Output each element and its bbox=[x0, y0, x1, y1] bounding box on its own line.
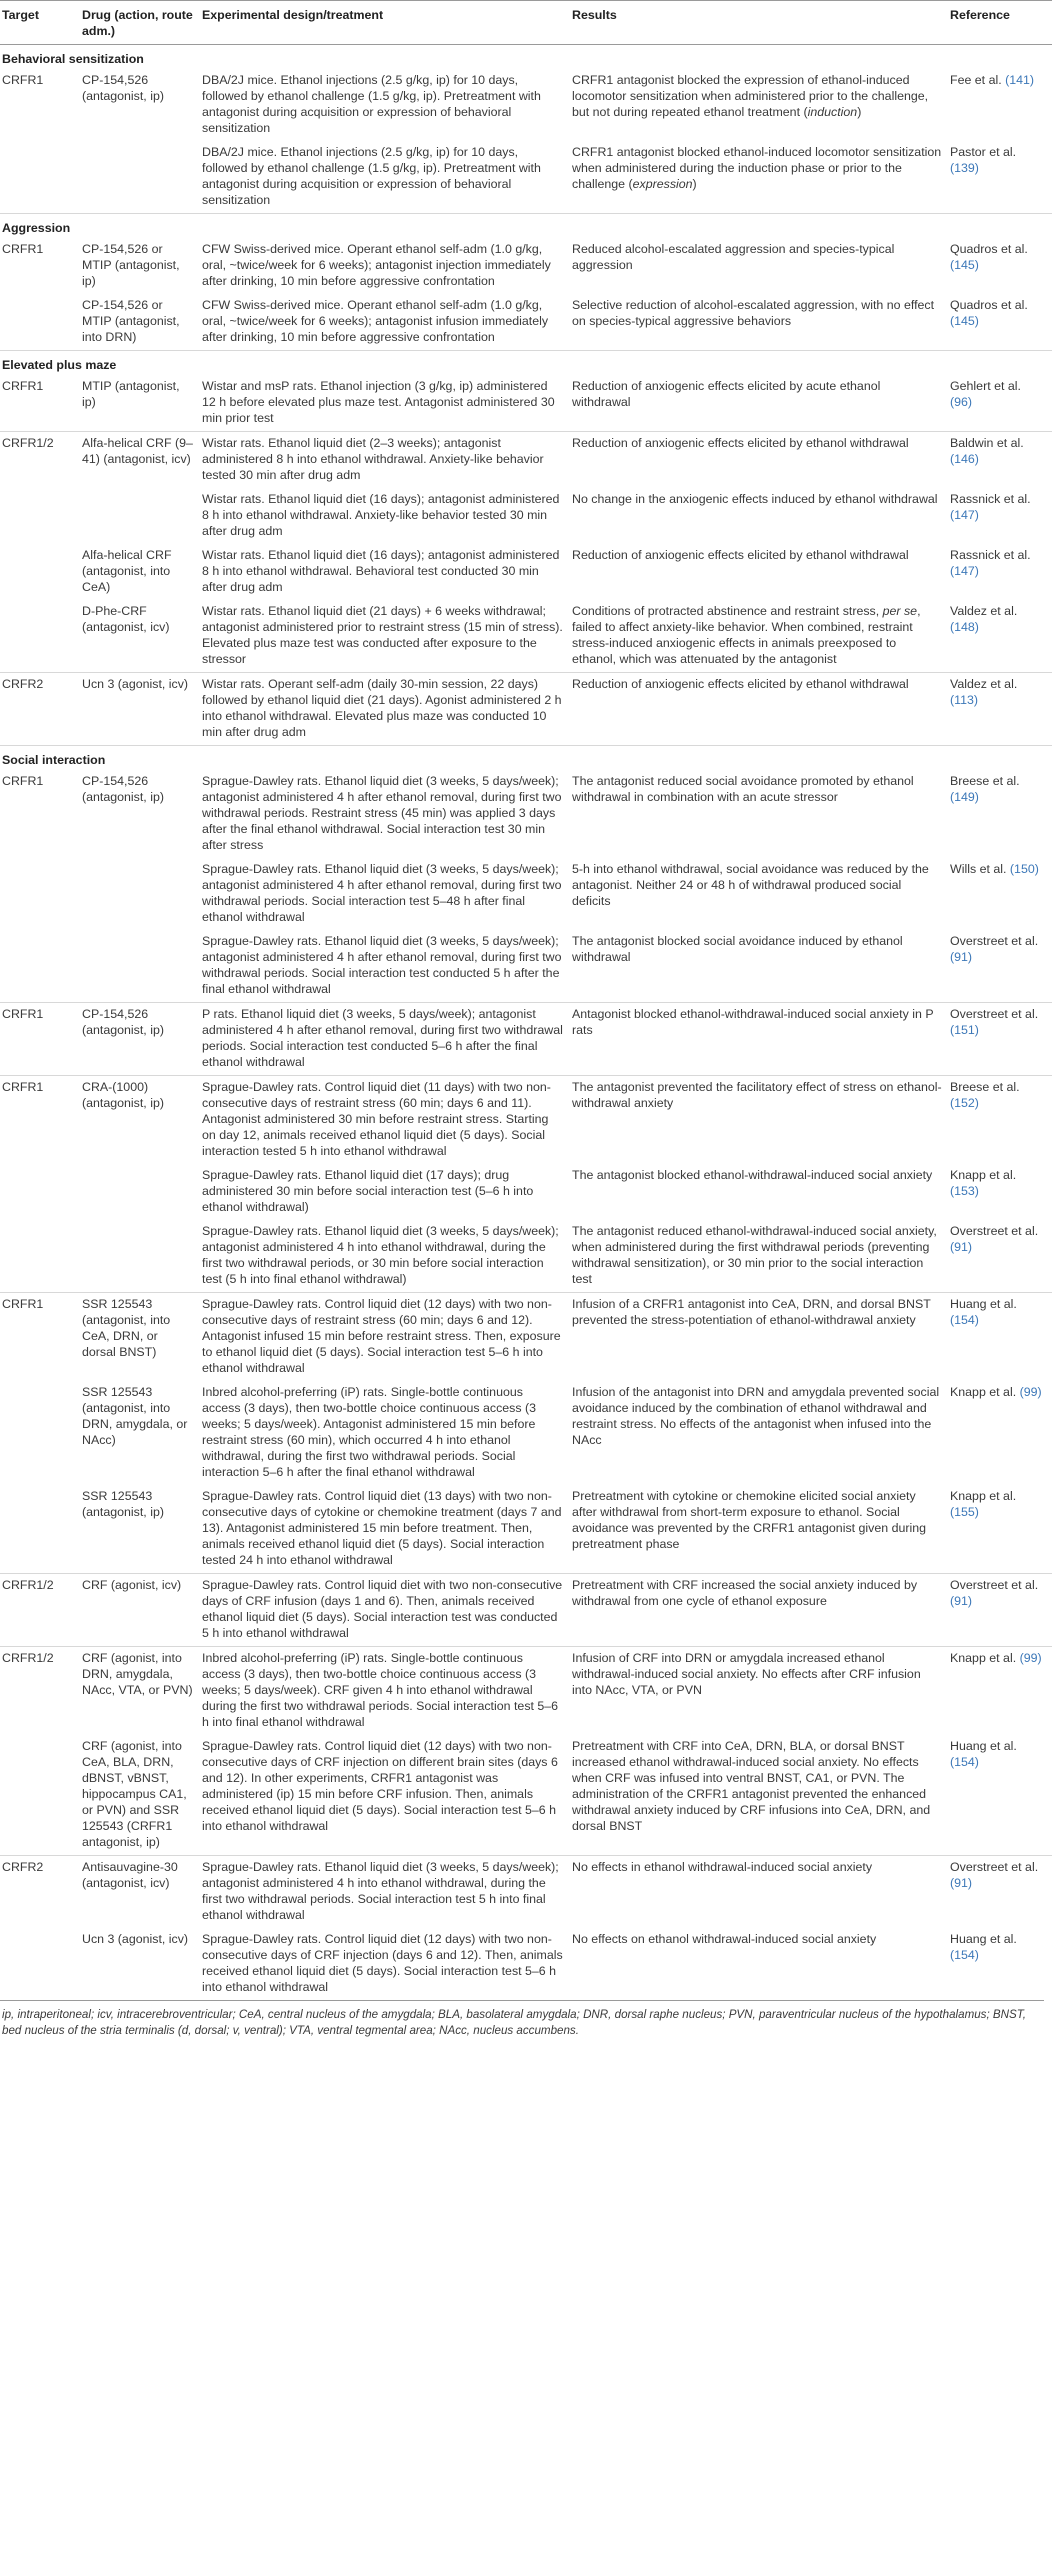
reference-authors: Overstreet et al. bbox=[950, 934, 1039, 948]
cell-design: Sprague-Dawley rats. Ethanol liquid diet (3 weeks, 5 days/week); antagonist administered 4 h after ethanol removal, during first two withdrawal periods. Social interaction test 5–48 h after final ethanol withdrawal bbox=[202, 862, 562, 924]
cell-results: No effects in ethanol withdrawal-induced social anxiety bbox=[570, 1856, 948, 1929]
reference-link[interactable]: (91) bbox=[950, 1876, 973, 1890]
cell-drug: CP-154,526 or MTIP (antagonist, ip) bbox=[82, 242, 180, 288]
cell-design: Sprague-Dawley rats. Ethanol liquid diet (17 days); drug administered 30 min before social interaction test (5–6 h into ethanol withdrawal) bbox=[202, 1168, 534, 1214]
cell-results: CRFR1 antagonist blocked the expression of ethanol-induced locomotor sensitization when administered prior to the challenge, but not during repeated ethanol treatment (induction) bbox=[572, 73, 929, 119]
cell-results: CRFR1 antagonist blocked ethanol-induced locomotor sensitization when administered during the induction phase or prior to the challenge (expression) bbox=[572, 145, 942, 191]
cell-drug bbox=[80, 488, 200, 544]
cell-target: CRFR1 bbox=[2, 774, 44, 788]
cell-target: CRFR2 bbox=[0, 1856, 80, 1929]
cell-reference bbox=[948, 238, 1052, 294]
cell-target: CRFR1 bbox=[2, 73, 44, 87]
table-row bbox=[0, 141, 1052, 214]
cell-target bbox=[0, 488, 80, 544]
cell-reference bbox=[948, 488, 1052, 544]
cell-target bbox=[0, 930, 80, 1003]
cell-results: The antagonist reduced ethanol-withdrawal-induced social anxiety, when administered during the first withdrawal periods (preventing withdrawal sensitization), or 30 min prior to the social interaction test bbox=[572, 1224, 937, 1286]
cell-results: Infusion of a CRFR1 antagonist into CeA, DRN, and dorsal BNST prevented the stress-potentiation of ethanol-withdrawal anxiety bbox=[570, 1293, 948, 1382]
table-row bbox=[0, 600, 1052, 673]
cell-target: CRFR1/2 bbox=[0, 1647, 80, 1736]
reference-link[interactable]: (145) bbox=[950, 258, 979, 272]
cell-results: Selective reduction of alcohol-escalated aggression, with no effect on species-typical aggressive behaviors bbox=[572, 298, 935, 328]
cell-results: Reduction of anxiogenic effects elicited by ethanol withdrawal bbox=[570, 673, 948, 746]
cell-results: The antagonist blocked social avoidance induced by ethanol withdrawal bbox=[572, 934, 903, 964]
cell-design: Sprague-Dawley rats. Control liquid diet (12 days) with two non-consecutive days of CRF injection (days 6 and 12). Then, animals received ethanol liquid diet (5 days). Social interaction test 5–6 h into ethanol withdrawal bbox=[202, 1932, 563, 1994]
cell-drug: Ucn 3 (agonist, icv) bbox=[82, 1932, 189, 1946]
reference-link[interactable]: (147) bbox=[950, 508, 979, 522]
cell-target: CRFR1 bbox=[2, 242, 44, 256]
reference-authors: Huang et al. bbox=[950, 1932, 1017, 1946]
cell-reference bbox=[948, 770, 1052, 858]
cell-drug: CP-154,526 or MTIP (antagonist, into DRN) bbox=[82, 298, 180, 344]
cell-drug: SSR 125543 (antagonist, into DRN, amygdala, or NAcc) bbox=[82, 1385, 188, 1447]
table-row bbox=[0, 1574, 1052, 1647]
col-header-results: Results bbox=[570, 1, 948, 45]
cell-target: CRFR2 bbox=[0, 673, 80, 746]
reference-link[interactable]: (153) bbox=[950, 1184, 979, 1198]
section-title: Elevated plus maze bbox=[0, 351, 1052, 376]
reference-authors: Knapp et al. bbox=[950, 1651, 1017, 1665]
cell-target bbox=[0, 1164, 80, 1220]
cell-target bbox=[0, 1735, 80, 1856]
cell-design: Wistar rats. Operant self-adm (daily 30-min session, 22 days) followed by ethanol liquid diet (21 days). Agonist administered 2 h into ethanol withdrawal. Elevated plus maze was conducted 10 min after drug adm bbox=[200, 673, 570, 746]
cell-reference bbox=[948, 1856, 1052, 1929]
reference-authors: Baldwin et al. bbox=[950, 436, 1024, 450]
cell-reference bbox=[948, 600, 1052, 673]
table-body bbox=[0, 45, 1052, 2001]
cell-design: Wistar and msP rats. Ethanol injection (3 g/kg, ip) administered 12 h before elevated plus maze test. Antagonist administered 30 min prior test bbox=[202, 379, 555, 425]
cell-drug: SSR 125543 (antagonist, ip) bbox=[82, 1489, 164, 1519]
cell-design: Sprague-Dawley rats. Ethanol liquid diet (3 weeks, 5 days/week); antagonist administered 4 h after ethanol removal, during first two withdrawal periods. Restraint stress (45 min) was applied 3 days after the final ethanol withdrawal. Social interaction test 30 min after stress bbox=[202, 774, 562, 852]
cell-drug: CRF (agonist, into DRN, amygdala, NAcc, VTA, or PVN) bbox=[80, 1647, 200, 1736]
section-title: Aggression bbox=[0, 214, 1052, 239]
cell-results: No change in the anxiogenic effects induced by ethanol withdrawal bbox=[572, 492, 938, 506]
cell-results: Reduction of anxiogenic effects elicited by acute ethanol withdrawal bbox=[572, 379, 881, 409]
cell-drug bbox=[80, 930, 200, 1003]
cell-target bbox=[0, 858, 80, 930]
reference-authors: Quadros et al. bbox=[950, 298, 1028, 312]
cell-reference bbox=[948, 141, 1052, 214]
cell-results: Infusion of the antagonist into DRN and amygdala prevented social avoidance induced by the combination of ethanol withdrawal and restraint stress. No effects of the antagonist when infused into the NAcc bbox=[572, 1385, 940, 1447]
cell-reference bbox=[948, 1003, 1052, 1076]
cell-reference bbox=[948, 1220, 1052, 1293]
cell-target: CRFR1/2 bbox=[0, 432, 80, 489]
reference-link[interactable]: (149) bbox=[950, 790, 979, 804]
cell-design: CFW Swiss-derived mice. Operant ethanol self-adm (1.0 g/kg, oral, ~twice/week for 6 weeks); antagonist infusion immediately after drinking, 10 min before aggressive confrontation bbox=[202, 298, 549, 344]
cell-reference bbox=[948, 69, 1052, 141]
cell-design: Wistar rats. Ethanol liquid diet (16 days); antagonist administered 8 h into ethanol withdrawal. Anxiety-like behavior tested 30 min after drug adm bbox=[202, 492, 560, 538]
cell-design: P rats. Ethanol liquid diet (3 weeks, 5 days/week); antagonist administered 4 h after ethanol removal, during first two withdrawal periods. Social interaction test conducted 5–6 h after the final ethanol withdrawal bbox=[200, 1003, 570, 1076]
cell-reference bbox=[948, 1485, 1052, 1574]
reference-link[interactable]: (91) bbox=[950, 1594, 973, 1608]
cell-results: No effects on ethanol withdrawal-induced social anxiety bbox=[572, 1932, 877, 1946]
reference-authors: Valdez et al. bbox=[950, 677, 1018, 691]
reference-authors: Wills et al. bbox=[950, 862, 1007, 876]
reference-link[interactable]: (150) bbox=[1009, 862, 1039, 876]
reference-link[interactable]: (151) bbox=[950, 1023, 979, 1037]
cell-reference bbox=[948, 544, 1052, 600]
cell-reference bbox=[948, 1928, 1052, 2000]
table-row bbox=[0, 1381, 1052, 1485]
cell-results: Reduction of anxiogenic effects elicited by ethanol withdrawal bbox=[570, 432, 948, 489]
reference-authors: Breese et al. bbox=[950, 1080, 1020, 1094]
section-header-row bbox=[0, 351, 1052, 376]
cell-drug bbox=[80, 1220, 200, 1293]
cell-design: Sprague-Dawley rats. Ethanol liquid diet (3 weeks, 5 days/week); antagonist administered 4 h into ethanol withdrawal, during the first two withdrawal periods. Social interaction test 5 h into final ethanol withdrawal bbox=[200, 1856, 570, 1929]
table-row bbox=[0, 1076, 1052, 1165]
cell-design: Sprague-Dawley rats. Ethanol liquid diet (3 weeks, 5 days/week); antagonist administered 4 h after ethanol removal, during first two withdrawal periods. Social interaction test conducted 5 h after the final ethanol withdrawal bbox=[202, 934, 562, 996]
table-row bbox=[0, 673, 1052, 746]
table-header-row bbox=[0, 1, 1052, 45]
cell-design: Sprague-Dawley rats. Control liquid diet (11 days) with two non-consecutive days of restraint stress (60 min; days 6 and 11). Antagonist administered 30 min before restraint stress. Starting on day 12, animals received ethanol liquid diet (5 days). Social interaction tested 5 h into ethanol withdrawal bbox=[200, 1076, 570, 1165]
section-header-row bbox=[0, 45, 1052, 70]
reference-authors: Valdez et al. bbox=[950, 604, 1018, 618]
cell-target bbox=[0, 1485, 80, 1574]
cell-reference bbox=[948, 1574, 1052, 1647]
cell-target: CRFR1 bbox=[0, 1293, 80, 1382]
section-header-row bbox=[0, 746, 1052, 771]
cell-drug: CP-154,526 (antagonist, ip) bbox=[82, 73, 164, 103]
reference-link[interactable]: (154) bbox=[950, 1948, 979, 1962]
cell-design: Sprague-Dawley rats. Ethanol liquid diet (3 weeks, 5 days/week); antagonist administered 4 h into ethanol withdrawal, during the first two withdrawal periods, or 30 min before social interaction test (5 h into final ethanol withdrawal) bbox=[202, 1224, 559, 1286]
cell-design: Wistar rats. Ethanol liquid diet (21 days) + 6 weeks withdrawal; antagonist administered prior to restraint stress (15 min of stress). Elevated plus maze test was conducted after exposure to the stressor bbox=[202, 604, 563, 666]
reference-link[interactable]: (141) bbox=[1005, 73, 1035, 87]
cell-results: The antagonist blocked ethanol-withdrawal-induced social anxiety bbox=[572, 1168, 933, 1182]
col-header-target: Target bbox=[0, 1, 80, 45]
table-row bbox=[0, 238, 1052, 294]
cell-drug: CRA-(1000) (antagonist, ip) bbox=[80, 1076, 200, 1165]
cell-design: Inbred alcohol-preferring (iP) rats. Single-bottle continuous access (3 days), then two-bottle choice continuous access (3 weeks; 5 days/week). Antagonist administered 15 min before restraint stress (60 min), which occurred 4 h into ethanol withdrawal, during the first two withdrawal periods. Social interaction 5–6 h after the final ethanol withdrawal bbox=[202, 1385, 537, 1479]
cell-design: Wistar rats. Ethanol liquid diet (2–3 weeks); antagonist administered 8 h into ethanol withdrawal. Anxiety-like behavior tested 30 min after drug adm bbox=[200, 432, 570, 489]
reference-authors: Overstreet et al. bbox=[950, 1860, 1039, 1874]
reference-authors: Rassnick et al. bbox=[950, 548, 1031, 562]
reference-authors: Overstreet et al. bbox=[950, 1007, 1039, 1021]
cell-drug: Alfa-helical CRF (antagonist, into CeA) bbox=[82, 548, 172, 594]
table-row bbox=[0, 432, 1052, 489]
cell-drug: SSR 125543 (antagonist, into CeA, DRN, or dorsal BNST) bbox=[80, 1293, 200, 1382]
cell-reference bbox=[948, 1293, 1052, 1382]
cell-results: The antagonist reduced social avoidance promoted by ethanol withdrawal in combination with an acute stressor bbox=[572, 774, 914, 804]
reference-link[interactable]: (113) bbox=[950, 693, 979, 707]
cell-results: Reduced alcohol-escalated aggression and species-typical aggression bbox=[572, 242, 895, 272]
cell-target bbox=[0, 1928, 80, 2000]
table-row bbox=[0, 294, 1052, 351]
cell-drug: Alfa-helical CRF (9–41) (antagonist, icv) bbox=[80, 432, 200, 489]
reference-link[interactable]: (154) bbox=[950, 1313, 979, 1327]
table-row bbox=[0, 1485, 1052, 1574]
cell-results: Pretreatment with cytokine or chemokine elicited social anxiety after withdrawal from short-term exposure to ethanol. Social avoidance was prevented by the CRFR1 antagonist given during pretreatment phase bbox=[572, 1489, 927, 1551]
reference-authors: Huang et al. bbox=[950, 1739, 1017, 1753]
reference-link[interactable]: (145) bbox=[950, 314, 979, 328]
cell-design: Inbred alcohol-preferring (iP) rats. Single-bottle continuous access (3 days), then two-bottle choice continuous access (3 weeks; 5 days/week). CRF given 4 h into ethanol withdrawal during the first two withdrawal periods. Social interaction test 5–6 h into final ethanol withdrawal bbox=[200, 1647, 570, 1736]
reference-link[interactable]: (99) bbox=[1019, 1385, 1042, 1399]
cell-drug: MTIP (antagonist, ip) bbox=[82, 379, 180, 409]
table-row bbox=[0, 858, 1052, 930]
cell-target bbox=[0, 600, 80, 673]
reference-authors: Quadros et al. bbox=[950, 242, 1028, 256]
reference-authors: Rassnick et al. bbox=[950, 492, 1031, 506]
cell-design: DBA/2J mice. Ethanol injections (2.5 g/kg, ip) for 10 days, followed by ethanol challenge (1.5 g/kg, ip). Pretreatment with antagonist during acquisition or expression of behavioral sensitization bbox=[202, 73, 541, 135]
cell-target bbox=[0, 294, 80, 351]
cell-drug: CP-154,526 (antagonist, ip) bbox=[80, 1003, 200, 1076]
cell-drug: D-Phe-CRF (antagonist, icv) bbox=[82, 604, 170, 634]
cell-reference bbox=[948, 930, 1052, 1003]
reference-link[interactable]: (147) bbox=[950, 564, 979, 578]
cell-design: DBA/2J mice. Ethanol injections (2.5 g/kg, ip) for 10 days, followed by ethanol challenge (1.5 g/kg, ip). Pretreatment with antagonist during acquisition or expression of behavioral sensitization bbox=[202, 145, 541, 207]
cell-target bbox=[0, 1381, 80, 1485]
reference-authors: Knapp et al. bbox=[950, 1385, 1017, 1399]
cell-reference bbox=[948, 673, 1052, 746]
table-row bbox=[0, 69, 1052, 141]
reference-authors: Fee et al. bbox=[950, 73, 1002, 87]
cell-drug: CRF (agonist, icv) bbox=[80, 1574, 200, 1647]
reference-authors: Knapp et al. bbox=[950, 1489, 1017, 1503]
reference-authors: Knapp et al. bbox=[950, 1168, 1017, 1182]
table-row bbox=[0, 770, 1052, 858]
section-title: Behavioral sensitization bbox=[2, 52, 144, 66]
reference-link[interactable]: (91) bbox=[950, 950, 973, 964]
cell-drug: CP-154,526 (antagonist, ip) bbox=[82, 774, 164, 804]
cell-drug bbox=[80, 1164, 200, 1220]
table-row bbox=[0, 544, 1052, 600]
cell-reference bbox=[948, 1164, 1052, 1220]
cell-target: CRFR1 bbox=[0, 1076, 80, 1165]
cell-results: 5-h into ethanol withdrawal, social avoidance was reduced by the antagonist. Neither 24 or 48 h of withdrawal produced social deficits bbox=[572, 862, 929, 908]
table-row bbox=[0, 1735, 1052, 1856]
cell-design: Sprague-Dawley rats. Control liquid diet (12 days) with two non-consecutive days of CRF injection on different brain sites (days 6 and 12). In other experiments, CRFR1 antagonist was administered (ip) 15 min before CRF infusion. Then, animals received ethanol liquid diet (5 days). Social interaction test 5–6 h into ethanol withdrawal bbox=[202, 1739, 558, 1833]
reference-authors: Pastor et al. bbox=[950, 145, 1017, 159]
reference-authors: Breese et al. bbox=[950, 774, 1020, 788]
table-row bbox=[0, 1928, 1052, 2000]
cell-results: Reduction of anxiogenic effects elicited by ethanol withdrawal bbox=[572, 548, 909, 562]
table-row bbox=[0, 1003, 1052, 1076]
cell-design: Sprague-Dawley rats. Control liquid diet (13 days) with two non-consecutive days of cytokine or chemokine treatment (days 7 and 13). Antagonist administered 15 min before treatment. Then, animals received ethanol liquid diet (5 days). Social interaction tested 24 h into ethanol withdrawal bbox=[202, 1489, 562, 1567]
cell-target: CRFR1 bbox=[0, 1003, 80, 1076]
cell-results: The antagonist prevented the facilitatory effect of stress on ethanol-withdrawal anxiety bbox=[570, 1076, 948, 1165]
table-row bbox=[0, 1856, 1052, 1929]
cell-target bbox=[0, 1220, 80, 1293]
cell-target bbox=[0, 544, 80, 600]
cell-design: Wistar rats. Ethanol liquid diet (16 days); antagonist administered 8 h into ethanol withdrawal. Behavioral test conducted 30 min after drug adm bbox=[202, 548, 560, 594]
table-row bbox=[0, 1220, 1052, 1293]
cell-drug: Ucn 3 (agonist, icv) bbox=[80, 673, 200, 746]
section-title: Social interaction bbox=[0, 746, 1052, 771]
cell-reference bbox=[948, 294, 1052, 351]
cell-reference bbox=[948, 858, 1052, 930]
cell-drug: CRF (agonist, into CeA, BLA, DRN, dBNST, vBNST, hippocampus CA1, or PVN) and SSR 125543 (CRFR1 antagonist, ip) bbox=[82, 1739, 187, 1849]
reference-link[interactable]: (99) bbox=[1019, 1651, 1042, 1665]
cell-reference bbox=[948, 1735, 1052, 1856]
cell-results: Pretreatment with CRF into CeA, DRN, BLA, or dorsal BNST increased ethanol withdrawal-induced social anxiety. No effects when CRF was infused into ventral BNST, CA1, or PVN. The administration of the CRFR1 antagonist prevented the enhanced withdrawal anxiety induced by CRF infusions into CeA, DRN, and dorsal BNST bbox=[572, 1739, 931, 1833]
reference-authors: Overstreet et al. bbox=[950, 1224, 1039, 1238]
cell-drug bbox=[80, 141, 200, 214]
reference-authors: Gehlert et al. bbox=[950, 379, 1021, 393]
reference-link[interactable]: (146) bbox=[950, 452, 979, 466]
cell-reference bbox=[948, 375, 1052, 432]
cell-results: Conditions of protracted abstinence and restraint stress, per se, failed to affect anxiety-like behavior. When combined, restraint stress-induced anxiogenic effects in animals preexposed to ethanol, which was attenuated by the antagonist bbox=[572, 604, 921, 666]
cell-design: CFW Swiss-derived mice. Operant ethanol self-adm (1.0 g/kg, oral, ~twice/week for 6 weeks); antagonist injection immediately after drinking, 10 min before aggressive confrontation bbox=[202, 242, 551, 288]
reference-link[interactable]: (91) bbox=[950, 1240, 973, 1254]
reference-link[interactable]: (139) bbox=[950, 161, 979, 175]
table-row bbox=[0, 375, 1052, 432]
reference-link[interactable]: (154) bbox=[950, 1755, 979, 1769]
cell-drug: Antisauvagine-30 (antagonist, icv) bbox=[80, 1856, 200, 1929]
cell-reference bbox=[948, 1381, 1052, 1485]
section-header-row bbox=[0, 214, 1052, 239]
reference-authors: Huang et al. bbox=[950, 1297, 1017, 1311]
table-row bbox=[0, 488, 1052, 544]
cell-design: Sprague-Dawley rats. Control liquid diet (12 days) with two non-consecutive days of restraint stress (60 min; days 6 and 12). Antagonist infused 15 min before restraint stress. Then, exposure to ethanol liquid diet (5 days). Social interaction test 5–6 h into ethanol withdrawal bbox=[200, 1293, 570, 1382]
cell-reference bbox=[948, 1076, 1052, 1165]
cell-reference bbox=[948, 432, 1052, 489]
reference-link[interactable]: (148) bbox=[950, 620, 979, 634]
table-row bbox=[0, 1164, 1052, 1220]
col-header-reference: Reference bbox=[948, 1, 1052, 45]
cell-target: CRFR1 bbox=[2, 379, 44, 393]
reference-link[interactable]: (96) bbox=[950, 395, 973, 409]
table-row bbox=[0, 1293, 1052, 1382]
cell-results: Infusion of CRF into DRN or amygdala increased ethanol withdrawal-induced social anxiety. No effects after CRF infusion into NAcc, VTA, or PVN bbox=[570, 1647, 948, 1736]
cell-results: Pretreatment with CRF increased the social anxiety induced by withdrawal from one cycle of ethanol exposure bbox=[570, 1574, 948, 1647]
col-header-drug: Drug (action, route adm.) bbox=[80, 1, 200, 45]
reference-authors: Overstreet et al. bbox=[950, 1578, 1039, 1592]
cell-results: Antagonist blocked ethanol-withdrawal-induced social anxiety in P rats bbox=[570, 1003, 948, 1076]
cell-drug bbox=[80, 858, 200, 930]
reference-link[interactable]: (152) bbox=[950, 1096, 979, 1110]
col-header-design: Experimental design/treatment bbox=[200, 1, 570, 45]
table-row bbox=[0, 1647, 1052, 1736]
table-footnote: ip, intraperitoneal; icv, intracerebroventricular; CeA, central nucleus of the amygdala; BLA, basolateral amygdala; DNR, dorsal raphe nucleus; PVN, paraventricular nucleus of the hypothalamus; BNST, bed nucleus of the stria terminalis (d, dorsal; v, ventral); VTA, ventral tegmental area; NAcc, nucleus accumbens. bbox=[0, 2000, 1044, 2039]
cell-target bbox=[0, 141, 80, 214]
table-row bbox=[0, 930, 1052, 1003]
reference-link[interactable]: (155) bbox=[950, 1505, 979, 1519]
cell-design: Sprague-Dawley rats. Control liquid diet with two non-consecutive days of CRF infusion (days 1 and 6). Then, animals received ethanol liquid diet (5 days). Social interaction test was conducted 5 h into ethanol withdrawal bbox=[200, 1574, 570, 1647]
cell-reference bbox=[948, 1647, 1052, 1736]
cell-target: CRFR1/2 bbox=[0, 1574, 80, 1647]
